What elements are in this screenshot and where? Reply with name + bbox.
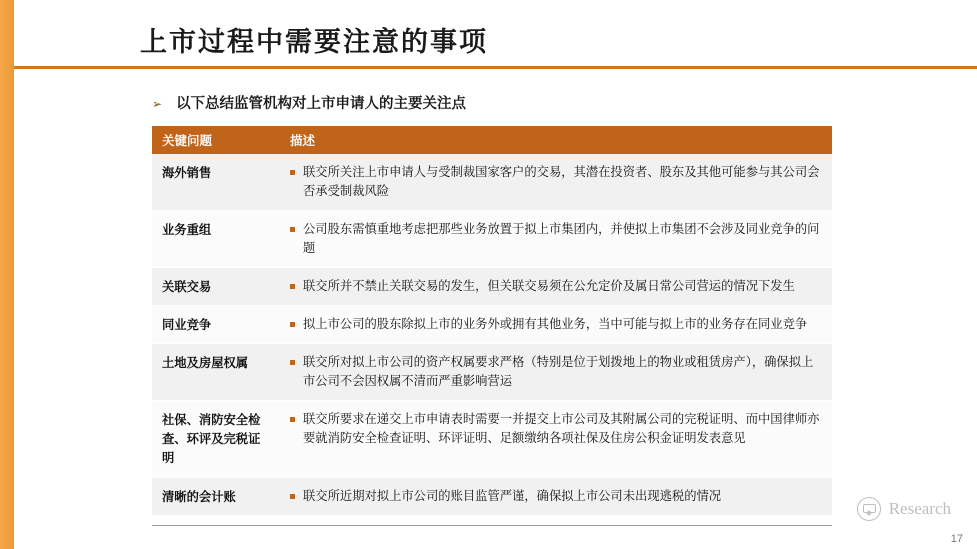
row-desc-cell — [280, 477, 832, 515]
row-key: 社保、消防安全检查、环评及完税证明 — [152, 401, 280, 477]
key-issues-table — [152, 126, 832, 516]
square-bullet-icon — [290, 360, 295, 365]
table-body — [152, 154, 832, 515]
column-header-key: 关键问题 — [152, 126, 280, 154]
table-header-row — [152, 126, 832, 154]
page-number: 17 — [950, 533, 963, 545]
row-desc-cell — [280, 268, 832, 306]
watermark-label: Research — [888, 499, 951, 518]
row-desc: 联交所并不禁止关联交易的发生，但关联交易须在公允定价及属日常公司营运的情况下发生 — [303, 279, 795, 294]
table-row — [152, 268, 832, 306]
row-key: 业务重组 — [152, 211, 280, 268]
arrow-bullet-icon: ➢ — [152, 97, 163, 111]
row-desc: 联交所对拟上市公司的资产权属要求严格（特别是位于划拨地上的物业或租赁房产），确保拟上市公司不会因权属不清而严重影响营运 — [303, 355, 814, 389]
table-header — [152, 126, 832, 154]
intro-text: 以下总结监管机构对上市申请人的主要关注点 — [176, 95, 467, 112]
row-key: 同业竞争 — [152, 306, 280, 344]
camera-icon — [857, 497, 881, 521]
row-desc: 联交所要求在递交上市申请表时需要一并提交上市公司及其附属公司的完税证明、而中国律师亦要就消防安全检查证明、环评证明、足额缴纳各项社保及住房公积金证明发表意见 — [303, 412, 820, 446]
row-key: 土地及房屋权属 — [152, 344, 280, 401]
row-desc-cell — [280, 306, 832, 344]
left-accent-bar-gradient — [0, 0, 14, 549]
square-bullet-icon — [290, 417, 295, 422]
column-header-desc: 描述 — [280, 126, 832, 154]
table-row — [152, 154, 832, 211]
table-row — [152, 344, 832, 401]
row-key: 清晰的会计账 — [152, 477, 280, 515]
row-desc-cell — [280, 154, 832, 211]
table-row — [152, 401, 832, 477]
table-row — [152, 211, 832, 268]
square-bullet-icon — [290, 170, 295, 175]
table-row — [152, 306, 832, 344]
row-desc-cell — [280, 401, 832, 477]
row-desc: 拟上市公司的股东除拟上市的业务外或拥有其他业务，当中可能与拟上市的业务存在同业竞争 — [303, 317, 808, 332]
watermark — [857, 497, 951, 521]
page-title: 上市过程中需要注意的事项 — [140, 27, 488, 58]
bottom-divider — [152, 525, 832, 526]
row-desc-cell — [280, 344, 832, 401]
left-accent-bar — [0, 0, 14, 549]
row-key: 海外销售 — [152, 154, 280, 211]
row-desc: 公司股东需慎重地考虑把那些业务放置于拟上市集团内，并使拟上市集团不会涉及同业竞争的问题 — [303, 222, 820, 256]
square-bullet-icon — [290, 284, 295, 289]
square-bullet-icon — [290, 227, 295, 232]
square-bullet-icon — [290, 494, 295, 499]
row-key: 关联交易 — [152, 268, 280, 306]
table-row — [152, 477, 832, 515]
intro-bullet — [152, 92, 466, 113]
key-issues-table-wrapper — [152, 126, 832, 516]
row-desc: 联交所近期对拟上市公司的账目监管严谨，确保拟上市公司未出现逃税的情况 — [303, 488, 722, 503]
square-bullet-icon — [290, 322, 295, 327]
row-desc: 联交所关注上市申请人与受制裁国家客户的交易，其潜在投资者、股东及其他可能参与其公司会否承受制裁风险 — [303, 165, 820, 199]
title-divider — [14, 66, 977, 69]
row-desc-cell — [280, 211, 832, 268]
